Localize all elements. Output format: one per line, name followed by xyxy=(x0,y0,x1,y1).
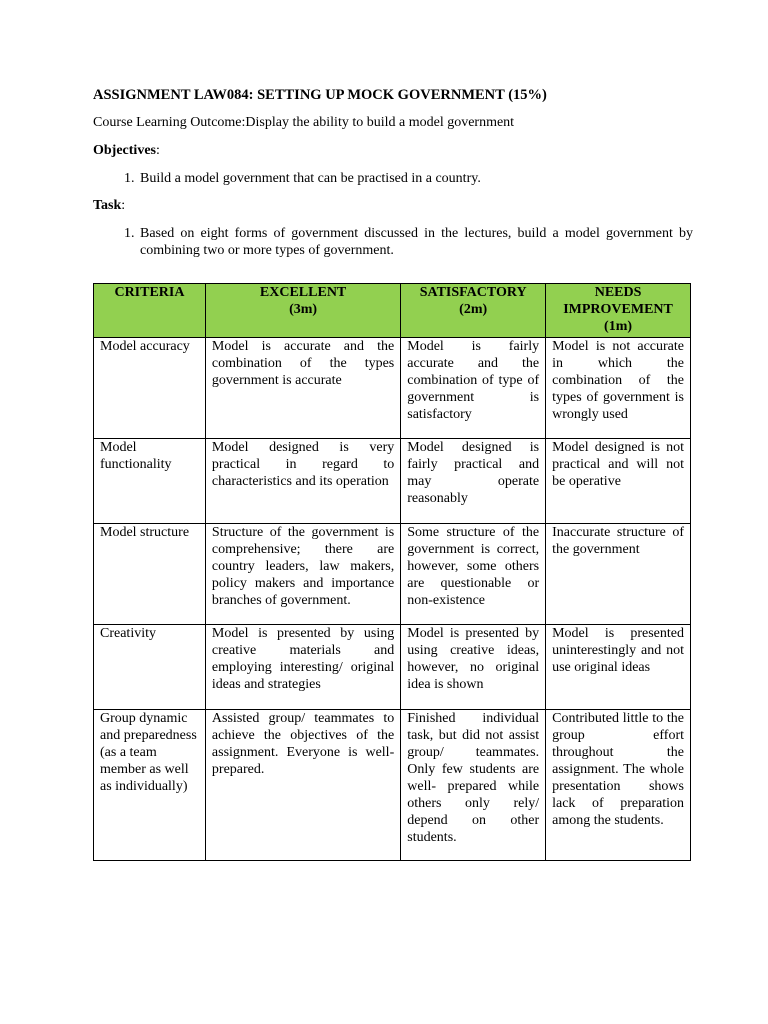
header-needs-label: NEEDS IMPROVEMENT xyxy=(563,285,673,317)
criteria-cell: Model accuracy xyxy=(94,338,206,439)
header-needs-marks: (1m) xyxy=(604,319,633,334)
table-row xyxy=(94,625,691,710)
objectives-label: Objectives xyxy=(93,143,156,158)
needs-improvement-cell: Contributed little to the group effort throughout the assignment. The whole presentation shows lack of preparation among the students. xyxy=(546,710,691,861)
header-criteria-label: CRITERIA xyxy=(114,285,185,300)
criteria-cell: Model structure xyxy=(94,524,206,625)
needs-improvement-cell: Model is not accurate in which the combination of the types of government is wrongly used xyxy=(546,338,691,439)
table-row xyxy=(94,338,691,439)
objectives-heading xyxy=(93,142,693,160)
document-page xyxy=(93,86,693,861)
task-label: Task xyxy=(93,198,122,213)
satisfactory-cell: Some structure of the government is correct, however, some others are questionable or non-existence xyxy=(401,524,546,625)
excellent-cell: Model is accurate and the combination of the types government is accurate xyxy=(205,338,400,439)
task-colon: : xyxy=(121,198,126,213)
table-row xyxy=(94,439,691,524)
objectives-colon: : xyxy=(155,143,160,158)
excellent-cell: Assisted group/ teammates to achieve the objectives of the assignment. Everyone is well-prepared. xyxy=(205,710,400,861)
table-row xyxy=(94,524,691,625)
criteria-cell: Creativity xyxy=(94,625,206,710)
objective-item: 1. Build a model government that can be practised in a country. xyxy=(138,170,693,187)
rubric-header-row xyxy=(94,284,691,338)
excellent-cell: Model is presented by using creative materials and employing interesting/ original ideas and strategies xyxy=(205,625,400,710)
table-row xyxy=(94,710,691,861)
satisfactory-cell: Model is fairly accurate and the combination of type of government is satisfactory xyxy=(401,338,546,439)
excellent-cell: Model designed is very practical in regard to characteristics and its operation xyxy=(205,439,400,524)
needs-improvement-cell: Model designed is not practical and will not be operative xyxy=(546,439,691,524)
satisfactory-cell: Model is presented by using creative ideas, however, no original idea is shown xyxy=(401,625,546,710)
needs-improvement-cell: Inaccurate structure of the government xyxy=(546,524,691,625)
header-needs-improvement xyxy=(546,284,691,338)
header-satisfactory-marks: (2m) xyxy=(459,302,488,317)
header-satisfactory-label: SATISFACTORY xyxy=(419,285,527,300)
satisfactory-cell: Model designed is fairly practical and may operate reasonably xyxy=(401,439,546,524)
header-excellent-marks: (3m) xyxy=(289,302,318,317)
rubric-table xyxy=(93,283,691,861)
header-satisfactory xyxy=(401,284,546,338)
task-item: 1. Based on eight forms of government discussed in the lectures, build a model government by combining two or more types of government. xyxy=(138,225,693,259)
objectives-list xyxy=(93,170,693,187)
assignment-title: ASSIGNMENT LAW084: SETTING UP MOCK GOVERNMENT (15%) xyxy=(93,87,547,103)
excellent-cell: Structure of the government is comprehensive; there are country leaders, law makers, policy makers and importance branches of government. xyxy=(205,524,400,625)
header-excellent-label: EXCELLENT xyxy=(259,285,347,300)
task-heading xyxy=(93,197,693,215)
header-excellent xyxy=(205,284,400,338)
course-learning-outcome: Course Learning Outcome:Display the ability to build a model government xyxy=(93,115,515,130)
satisfactory-cell: Finished individual task, but did not assist group/ teammates. Only few students are well- prepared while others only rely/ depend on other students. xyxy=(401,710,546,861)
criteria-cell: Model functionality xyxy=(94,439,206,524)
needs-improvement-cell: Model is presented uninterestingly and not use original ideas xyxy=(546,625,691,710)
task-list xyxy=(93,225,693,259)
header-criteria xyxy=(94,284,206,338)
criteria-cell: Group dynamic and preparedness (as a team member as well as individually) xyxy=(94,710,206,861)
